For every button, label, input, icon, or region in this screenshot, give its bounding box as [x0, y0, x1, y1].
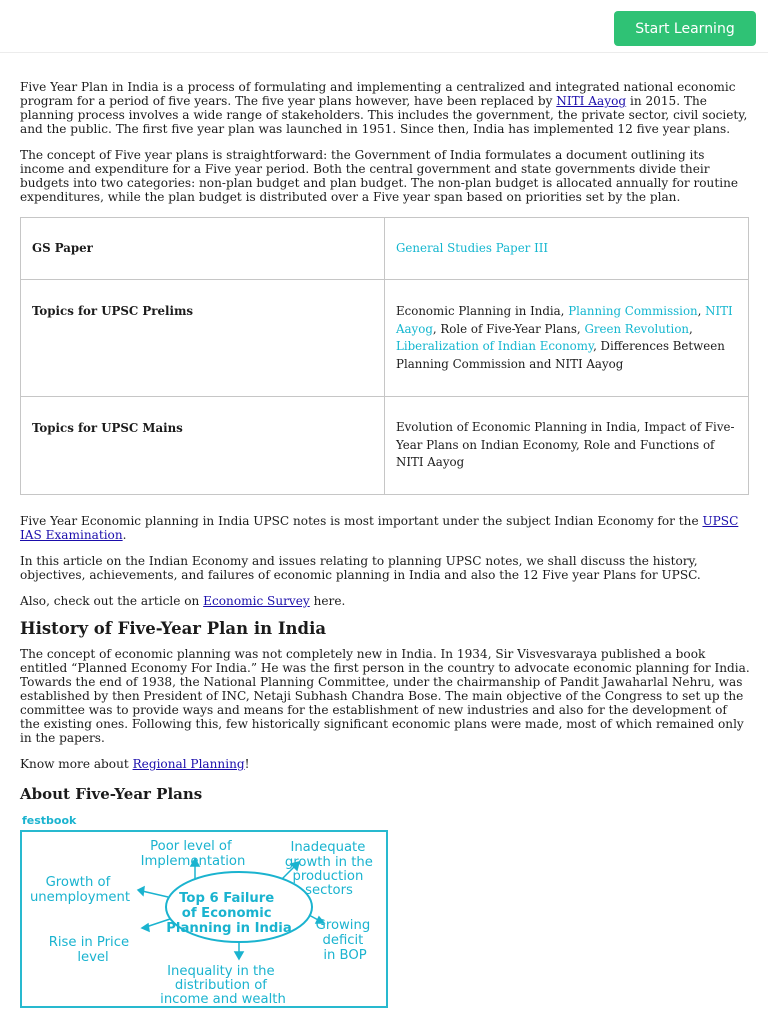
- intro-paragraph-1: Five Year Plan in India is a process of formulating and implementing a centralized and integrated national economic program for a period of five years. The five year plans however, have been replaced by NITI Aayog in 2015. The planning process involves a wide range of stakeholders. This includes the government, the private sector, civil society, and the public. The first five year plan was launched in 1951. Since then, India has implemented 12 five year plans.: [20, 80, 748, 136]
- economic-survey-link[interactable]: Economic Survey: [203, 594, 310, 608]
- niti-aayog-topic-link[interactable]: NITI Aayog: [396, 304, 733, 336]
- festbook-logo: festbook: [22, 814, 77, 827]
- economic-survey-paragraph: Also, check out the article on Economic Survey here.: [20, 594, 346, 608]
- node-inequality: Inequality in the distribution of income and wealth: [160, 964, 286, 1007]
- niti-aayog-link[interactable]: NITI Aayog: [556, 94, 627, 108]
- upsc-ias-exam-link[interactable]: UPSC IAS Examination: [20, 514, 739, 542]
- history-paragraph: The concept of economic planning was not completely new in India. In 1934, Sir Visvesvaraya published a book entitled “Planned Economy For India.” He was the first person in the country to advocate economic planning for India. Towards the end of 1938, the National Planning Committee, under the chairmanship of Pandit Jawaharlal Nehru, was established by then President of INC, Netaji Subhash Chandra Bose. The main objective of the Congress to set up the committee was to provide ways and means for the establishment of new industries and also for the development of the existing ones. Following this, few historically significant economic plans were made, most of which remained only in the papers.: [20, 647, 750, 745]
- gs-paper-label: GS Paper: [21, 218, 385, 280]
- center-text: Top 6 Failure of Economic Planning in India: [166, 891, 292, 936]
- table-row: [21, 218, 749, 280]
- node-bop-deficit: Growing deficit in BOP: [315, 918, 371, 963]
- table-row: [21, 397, 749, 495]
- article-body: [20, 80, 750, 1007]
- gs-paper-3-link[interactable]: General Studies Paper III: [396, 240, 549, 255]
- table-row: [21, 280, 749, 397]
- node-poor-implementation: Poor level of Implementation: [140, 839, 246, 869]
- upsc-info-table: [20, 217, 749, 495]
- liberalization-link[interactable]: Liberalization of Indian Economy: [396, 339, 594, 353]
- prelims-label: Topics for UPSC Prelims: [21, 280, 385, 397]
- start-learning-button[interactable]: Start Learning: [614, 11, 756, 46]
- mains-label: Topics for UPSC Mains: [21, 397, 385, 495]
- prelims-topics: Economic Planning in India, Planning Commission, NITI Aayog, Role of Five-Year Plans, Green Revolution, Liberalization of Indian Economy, Differences Between Planning Commission and NITI Aayog: [385, 280, 749, 397]
- about-heading: About Five-Year Plans: [20, 785, 203, 803]
- gs-paper-value: [385, 218, 749, 280]
- regional-planning-paragraph: Know more about Regional Planning!: [20, 757, 250, 771]
- article-scope-paragraph: In this article on the Indian Economy and issues relating to planning UPSC notes, we shall discuss the history, objectives, achievements, and failures of economic planning in India and also the 12 Five year Plans for UPSC.: [20, 554, 701, 582]
- node-unemployment: Growth of unemployment: [29, 875, 131, 905]
- regional-planning-link[interactable]: Regional Planning: [132, 757, 245, 771]
- upsc-notes-paragraph: Five Year Economic planning in India UPSC notes is most important under the subject Indian Economy for the UPSC IAS Examination.: [20, 514, 739, 542]
- top-bar: [0, 0, 768, 53]
- node-price-rise: Rise in Price level: [48, 935, 130, 965]
- intro-paragraph-2: The concept of Five year plans is straightforward: the Government of India formulates a document outlining its income and expenditure for a Five year period. Both the central government and state governments divide their budgets into two categories: non-plan budget and plan budget. The non-plan budget is allocated annually for routine expenditures, while the plan budget is distributed over a Five year span based on priorities set by the plan.: [20, 148, 739, 204]
- history-heading: History of Five-Year Plan in India: [20, 619, 327, 638]
- node-inadequate-growth: Inadequate growth in the production sectors: [284, 840, 373, 898]
- failures-diagram: [20, 813, 388, 1007]
- green-revolution-link[interactable]: Green Revolution: [584, 321, 690, 336]
- mains-topics: Evolution of Economic Planning in India, Impact of Five-Year Plans on Indian Economy, Role and Functions of NITI Aayog: [385, 397, 749, 495]
- failures-infographic: [20, 813, 388, 1007]
- planning-commission-link[interactable]: Planning Commission: [568, 304, 698, 318]
